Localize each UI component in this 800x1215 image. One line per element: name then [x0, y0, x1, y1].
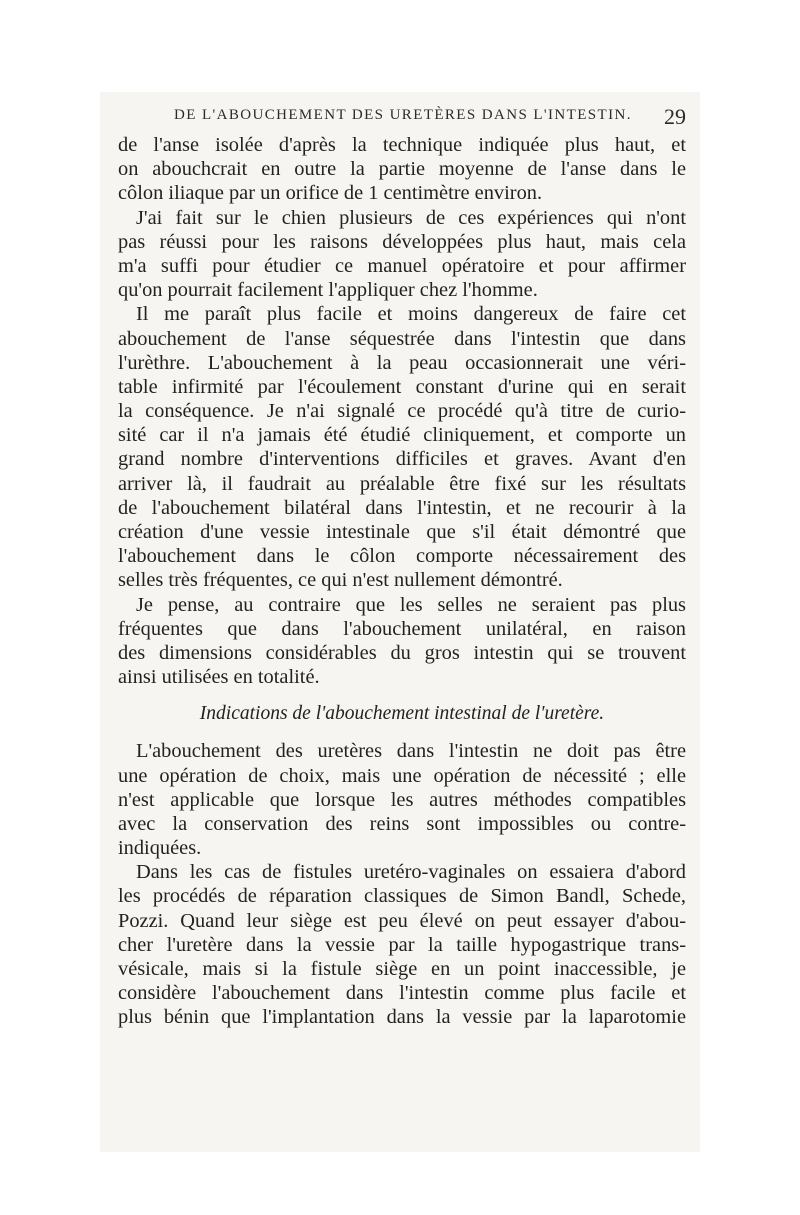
text-line: l'abouchement dans le côlon comporte nécessairement des: [118, 545, 686, 568]
text-line: Il me paraît plus facile et moins dangereux de faire cet: [136, 303, 686, 326]
text-line: arriver là, il faudrait au préalable être fixé sur les résultats: [118, 472, 686, 495]
text-line: ainsi utilisées en totalité.: [118, 666, 320, 689]
text-line: on abouchcrait en outre la partie moyenne de l'anse dans le: [118, 158, 686, 181]
page-number: 29: [664, 104, 686, 129]
text-line: sité car il n'a jamais été étudié cliniquement, et comporte un: [118, 424, 686, 447]
paragraph-1: [118, 133, 686, 206]
text-line: pas réussi pour les raisons développées plus haut, mais cela: [118, 230, 686, 253]
text-line: de l'abouchement bilatéral dans l'intestin, et ne recourir à la: [118, 496, 686, 519]
text-line: grand nombre d'interventions difficiles et graves. Avant d'en: [118, 448, 686, 471]
text-line: considère l'abouchement dans l'intestin comme plus facile et: [118, 982, 686, 1005]
text-line: une opération de choix, mais une opération de nécessité ; elle: [118, 764, 686, 787]
text-line: côlon iliaque par un orifice de 1 centimètre environ.: [118, 182, 543, 205]
text-line: qu'on pourrait facilement l'appliquer chez l'homme.: [118, 279, 538, 302]
paragraph-5: [118, 739, 686, 860]
text-line: selles très fréquentes, ce qui n'est nullement démontré.: [118, 569, 563, 592]
text-line: des dimensions considérables du gros intestin qui se trouvent: [118, 641, 686, 664]
text-line: abouchement de l'anse séquestrée dans l'intestin que dans: [118, 327, 686, 350]
text-line: Pozzi. Quand leur siège est peu élevé on peut essayer d'abou-: [118, 909, 686, 932]
text-line: fréquentes que dans l'abouchement unilatéral, en raison: [118, 617, 686, 640]
section-subheading: Indications de l'abouchement intestinal de l'uretère.: [199, 703, 605, 725]
text-line: avec la conservation des reins sont impossibles ou contre-: [118, 812, 686, 835]
text-line: Dans les cas de fistules uretéro-vaginales on essaiera d'abord: [136, 861, 686, 884]
body-text: [118, 133, 686, 1030]
text-line: table infirmité par l'écoulement constant d'urine qui en serait: [118, 375, 686, 398]
text-line: indiquées.: [118, 837, 202, 860]
text-line: cher l'uretère dans la vessie par la taille hypogastrique trans-: [118, 933, 686, 956]
text-line: plus bénin que l'implantation dans la vessie par la laparotomie: [118, 1006, 686, 1029]
paragraph-2: [118, 206, 686, 303]
text-line: l'urèthre. L'abouchement à la peau occasionnerait une véri-: [118, 351, 686, 374]
paragraph-4: [118, 593, 686, 690]
text-line: n'est applicable que lorsque les autres méthodes compatibles: [118, 788, 686, 811]
text-line: vésicale, mais si la fistule siège en un point inaccessible, je: [118, 958, 686, 980]
text-line: m'a suffi pour étudier ce manuel opératoire et pour affirmer: [118, 254, 686, 277]
text-line: de l'anse isolée d'après la technique indiquée plus haut, et: [118, 134, 686, 156]
running-title: DE L'ABOUCHEMENT DES URETÈRES DANS L'INTESTIN.: [174, 107, 632, 123]
text-line: Je pense, au contraire que les selles ne seraient pas plus: [136, 593, 686, 616]
text-line: L'abouchement des uretères dans l'intestin ne doit pas être: [136, 740, 686, 763]
paragraph-3: [118, 302, 686, 592]
text-line: J'ai fait sur le chien plusieurs de ces expériences qui n'ont: [136, 206, 686, 229]
paragraph-6: [118, 860, 686, 1029]
text-line: les procédés de réparation classiques de Simon Bandl, Schede,: [118, 885, 686, 908]
text-line: création d'une vessie intestinale que s'il était démontré que: [118, 521, 686, 543]
text-line: la conséquence. Je n'ai signalé ce procédé qu'à titre de curio-: [118, 400, 686, 423]
page-header: [118, 104, 686, 132]
